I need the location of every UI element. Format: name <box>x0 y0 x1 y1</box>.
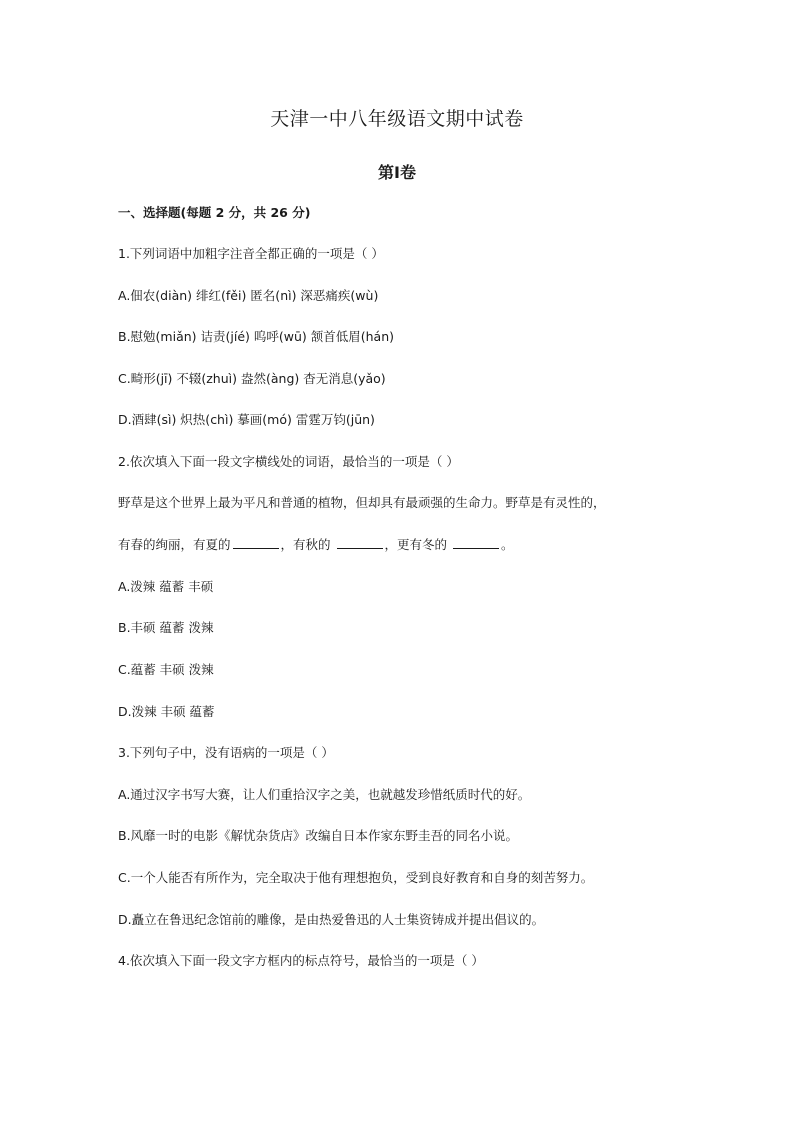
question-1-stem: 1.下列词语中加粗字注音全都正确的一项是（ ） <box>118 246 384 261</box>
passage-text: 有春的绚丽，有夏的 <box>118 537 231 552</box>
fill-blank-3 <box>453 536 499 549</box>
question-2-option-d: D.泼辣 丰硕 蕴蓄 <box>118 704 215 719</box>
question-1-option-d: D.酒肆(sì) 炽热(chì) 摹画(mó) 雷霆万钧(jūn) <box>118 412 375 427</box>
question-3-option-d: D.矗立在鲁迅纪念馆前的雕像，是由热爱鲁迅的人士集资铸成并提出倡议的。 <box>118 912 545 927</box>
question-3-option-c: C.一个人能否有所作为，完全取决于他有理想抱负，受到良好教育和自身的刻苦努力。 <box>118 870 594 885</box>
question-1-option-c: C.畸形(jī) 不辍(zhuì) 盎然(àng) 杳无消息(yǎo) <box>118 371 386 386</box>
question-3-option-a: A.通过汉字书写大赛，让人们重拾汉字之美，也就越发珍惜纸质时代的好。 <box>118 787 531 802</box>
section-heading: 一、选择题(每题 2 分，共 26 分) <box>118 205 311 220</box>
question-4-stem: 4.依次填入下面一段文字方框内的标点符号，最恰当的一项是（ ） <box>118 953 484 968</box>
question-2-option-c: C.蕴蓄 丰硕 泼辣 <box>118 662 214 677</box>
fill-blank-1 <box>233 536 279 549</box>
question-3-option-b: B.风靡一时的电影《解忧杂货店》改编自日本作家东野圭吾的同名小说。 <box>118 828 519 843</box>
question-2-stem: 2.依次填入下面一段文字横线处的词语，最恰当的一项是（ ） <box>118 454 459 469</box>
question-3-stem: 3.下列句子中，没有语病的一项是（ ） <box>118 745 334 760</box>
question-2-passage-line-2 <box>118 536 718 554</box>
passage-text: ，有秋的 <box>280 537 335 552</box>
exam-title: 天津一中八年级语文期中试卷 <box>270 108 524 130</box>
question-2-option-a: A.泼辣 蕴蓄 丰硕 <box>118 579 214 594</box>
question-1-option-a: A.佃农(diàn) 绯红(fěi) 匿名(nì) 深恶痛疾(wù) <box>118 288 379 303</box>
fill-blank-2 <box>337 536 383 549</box>
question-2-passage-line-1: 野草是这个世界上最为平凡和普通的植物，但却具有最顽强的生命力。野草是有灵性的， <box>118 495 606 510</box>
question-1-option-b: B.慰勉(miǎn) 诘责(jíé) 呜呼(wū) 颔首低眉(hán) <box>118 329 395 344</box>
question-2-option-b: B.丰硕 蕴蓄 泼辣 <box>118 620 214 635</box>
passage-text: ，更有冬的 <box>384 537 451 552</box>
passage-text: 。 <box>500 537 514 552</box>
volume-heading: 第Ⅰ卷 <box>378 163 416 182</box>
